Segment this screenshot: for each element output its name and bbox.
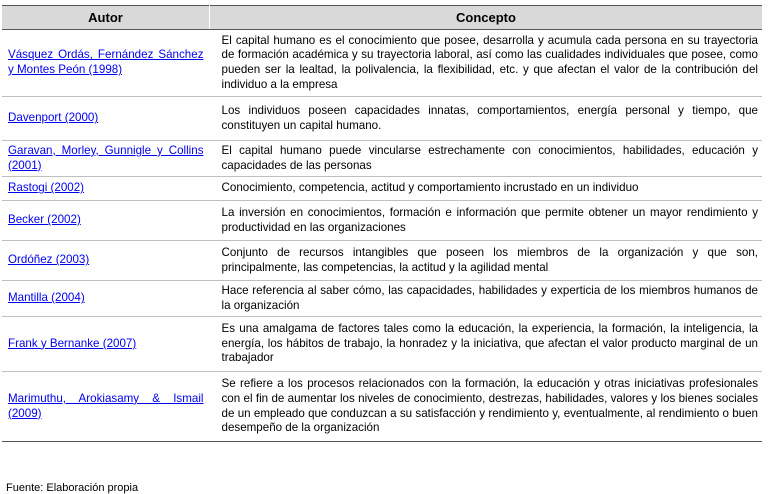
concept-cell: Conjunto de recursos intangibles que poseen los miembros de la organización y que son, principalmente, las competencias, la actitud y la agilidad mental [210, 241, 763, 281]
author-cell [2, 317, 210, 372]
table-row [2, 30, 762, 97]
concept-cell: Hace referencia al saber cómo, las capacidades, habilidades y experticia de los miembros humanos de la organización [210, 281, 763, 317]
concept-cell: El capital humano es el conocimiento que posee, desarrolla y acumula cada persona en su trayectoria de formación académica y su trayectoria laboral, así como las cualidades individuales que posee, como pueden ser la lealtad, la polivalencia, la flexibilidad, etc. y que afectan el valor de la contribución del individuo a la empresa [210, 30, 763, 97]
author-link[interactable]: Garavan, Morley, Gunnigle y Collins (2001) [8, 143, 204, 172]
concept-cell: El capital humano puede vincularse estrechamente con conocimientos, habilidades, educación y capacidades de las personas [210, 141, 763, 177]
author-cell [2, 97, 210, 141]
author-cell [2, 177, 210, 201]
concept-cell: Es una amalgama de factores tales como la educación, la experiencia, la formación, la inteligencia, la energía, los hábitos de trabajo, la honradez y la iniciativa, que afectan el valor producto marginal de un trabajador [210, 317, 763, 372]
author-link[interactable]: Becker (2002) [8, 213, 81, 227]
author-cell [2, 281, 210, 317]
table-row [2, 317, 762, 372]
source-note: Fuente: Elaboración propia [6, 482, 139, 494]
author-cell [2, 141, 210, 177]
author-cell [2, 30, 210, 97]
author-link[interactable]: Vásquez Ordás, Fernández Sánchez y Montes Peón (1998) [8, 48, 204, 76]
table-row [2, 372, 762, 442]
author-cell [2, 372, 210, 442]
table-body [2, 30, 762, 442]
author-concept-table-container [2, 5, 761, 442]
header-author: Autor [2, 6, 210, 30]
table-row [2, 177, 762, 201]
author-link[interactable]: Frank y Bernanke (2007) [8, 336, 137, 350]
table-row [2, 141, 762, 177]
author-link[interactable]: Mantilla (2004) [8, 291, 85, 305]
header-concept: Concepto [210, 6, 763, 30]
author-link[interactable]: Ordóñez (2003) [8, 253, 90, 267]
table-row [2, 241, 762, 281]
concept-cell: La inversión en conocimientos, formación e información que permite obtener un mayor rendimiento y productividad en las organizaciones [210, 201, 763, 241]
concept-cell: Conocimiento, competencia, actitud y comportamiento incrustado en un individuo [210, 177, 763, 201]
table-row [2, 201, 762, 241]
concept-cell: Los individuos poseen capacidades innatas, comportamientos, energía personal y tiempo, que constituyen un capital humano. [210, 97, 763, 141]
table-row [2, 97, 762, 141]
author-cell [2, 241, 210, 281]
author-concept-table [2, 5, 762, 442]
table-row [2, 281, 762, 317]
concept-cell: Se refiere a los procesos relacionados con la formación, la educación y otras iniciativas profesionales con el fin de aumentar los niveles de conocimiento, destrezas, habilidades, valores y los bienes sociales de un empleado que conduzcan a su satisfacción y rendimiento y, eventualmente, al rendimiento o buen desempeño de la organización [210, 372, 763, 442]
header-row [2, 6, 762, 30]
author-cell [2, 201, 210, 241]
author-link[interactable]: Davenport (2000) [8, 111, 99, 125]
author-link[interactable]: Rastogi (2002) [8, 181, 85, 195]
table-header [2, 6, 762, 30]
author-link[interactable]: Marimuthu, Arokiasamy & Ismail (2009) [8, 391, 204, 420]
